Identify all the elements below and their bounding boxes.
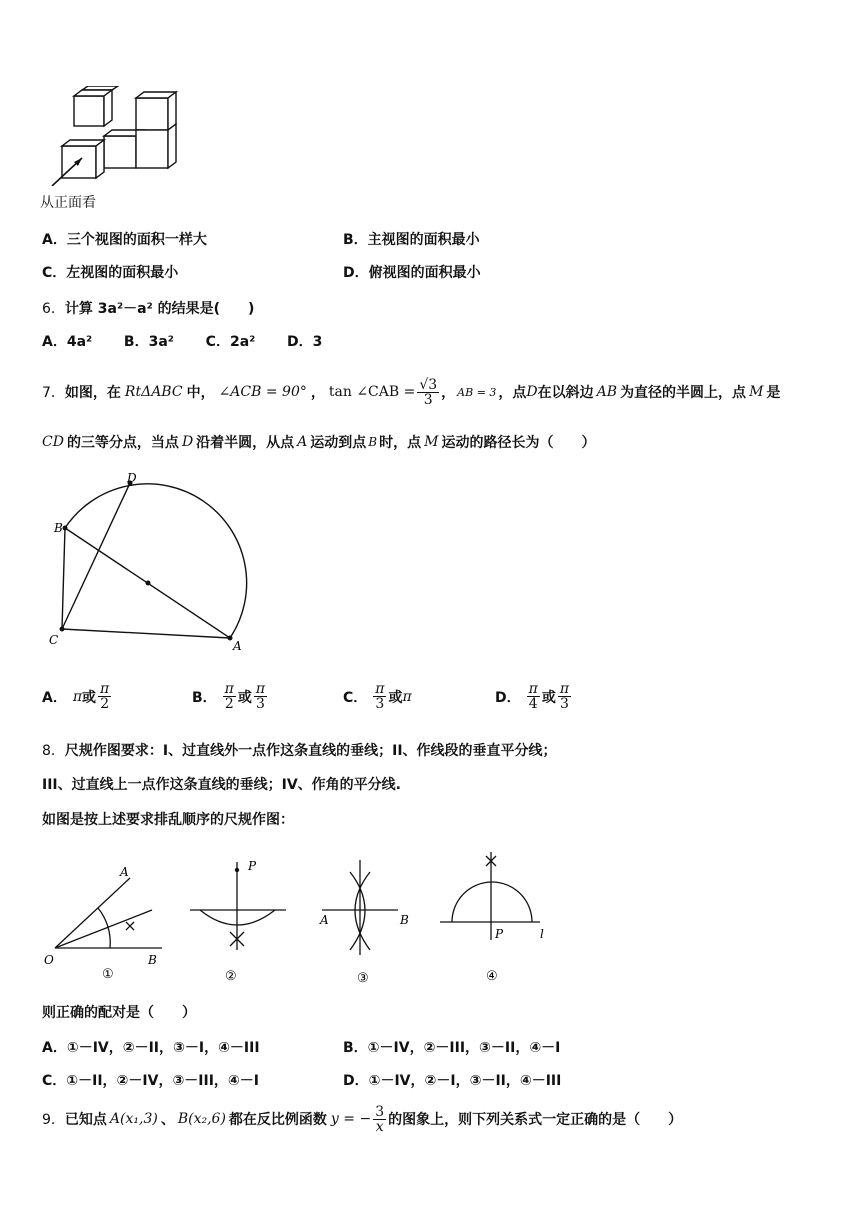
fig-number-1: ① xyxy=(102,967,114,982)
label-c: C xyxy=(49,633,59,647)
q8-option-d: D．①－IV，②－I，③－II，④－III xyxy=(343,1073,562,1089)
label-b: B xyxy=(54,521,63,535)
option-a: A．4a² xyxy=(42,334,93,350)
option-text: 三个视图的面积一样大 xyxy=(66,232,207,248)
question-stem: 计算 3a²－a² 的结果是( ) xyxy=(64,301,255,317)
option-d: D．3 xyxy=(287,334,323,350)
q8-option-a: A．①－IV，②－II，③－I，④－III xyxy=(42,1040,260,1056)
question-8-line1: 8．尺规作图要求：I、过直线外一点作这条直线的垂线；II、作线段的垂直平分线； xyxy=(42,743,557,759)
option-letter: C． xyxy=(42,265,67,281)
f1-label-a: A xyxy=(120,865,129,879)
option-letter: D． xyxy=(343,265,369,281)
option-c xyxy=(42,262,178,282)
f4-label-p: P xyxy=(495,927,504,941)
option-letter: A． xyxy=(42,232,67,248)
option-text: 俯视图的面积最小 xyxy=(368,265,481,281)
label-a: A xyxy=(233,639,242,653)
option-text: 主视图的面积最小 xyxy=(367,232,480,248)
semicircle-figure xyxy=(44,470,264,655)
tan-fraction: $\frac{√3}{3}$ xyxy=(419,376,438,408)
construction-figures xyxy=(40,840,570,990)
cubes-figure xyxy=(38,86,188,186)
f1-label-b: B xyxy=(148,953,157,967)
f4-label-l: l xyxy=(540,927,544,941)
q8-option-c: C．①－II，②－IV，③－III，④－I xyxy=(42,1073,259,1089)
option-b: B．3a² xyxy=(123,334,174,350)
question-7-line1: 7． 如图，在 RtΔABC 中， ∠ACB = 90° ， tan ∠CAB = $\frac{√3}{3}$ ， AB = 3 ，点 D 在以斜边 AB 为直径的半圆上，点 M 是 xyxy=(42,376,781,408)
figure-caption: 从正面看 xyxy=(40,195,96,211)
q7-option-a: A． π 或 $\frac{\pi}{2}$ xyxy=(42,681,110,712)
option-text: 左视图的面积最小 xyxy=(66,265,179,281)
label-d: D xyxy=(127,471,137,485)
option-b xyxy=(343,229,480,249)
question-9: 9． 已知点 A(x₁,3) 、 B(x₂,6) 都在反比例函数 y = − $\frac{3}{x}$ 的图象上，则下列关系式一定正确的是（ ） xyxy=(42,1103,683,1135)
fig-number-4: ④ xyxy=(486,969,498,984)
question-7-line2: CD 的三等分点，当点 D 沿着半圆，从点 A 运动到点 B 时，点 M 运动的路径长为（ ） xyxy=(42,434,596,451)
q7-option-c: C． $\frac{\pi}{3}$ 或 π xyxy=(343,681,412,712)
option-c: C．2a² xyxy=(205,334,256,350)
question-number: 6． xyxy=(42,301,65,317)
question-8-line2: III、过直线上一点作这条直线的垂线；IV、作角的平分线. xyxy=(42,777,401,793)
q8-option-b: B．①－IV，②－III，③－II，④－I xyxy=(343,1040,561,1056)
question-6 xyxy=(42,298,254,318)
q7-option-d: D． $\frac{\pi}{4}$ 或 $\frac{\pi}{3}$ xyxy=(495,681,570,712)
option-letter: B． xyxy=(343,232,368,248)
option-a xyxy=(42,229,207,249)
fig-number-2: ② xyxy=(225,969,237,984)
q7-option-b: B． $\frac{\pi}{2}$ 或 $\frac{\pi}{3}$ xyxy=(192,681,266,712)
f3-label-b: B xyxy=(400,913,409,927)
question-8-line3: 如图是按上述要求排乱顺序的尺规作图： xyxy=(42,812,294,828)
f1-label-o: O xyxy=(44,953,54,967)
option-d xyxy=(343,262,481,282)
fig-number-3: ③ xyxy=(357,971,369,986)
f2-label-p: P xyxy=(248,859,257,873)
f3-label-a: A xyxy=(320,913,329,927)
q6-options xyxy=(42,331,322,351)
question-8-prompt: 则正确的配对是（ ） xyxy=(42,1005,196,1021)
question-number: 7． xyxy=(42,385,65,401)
